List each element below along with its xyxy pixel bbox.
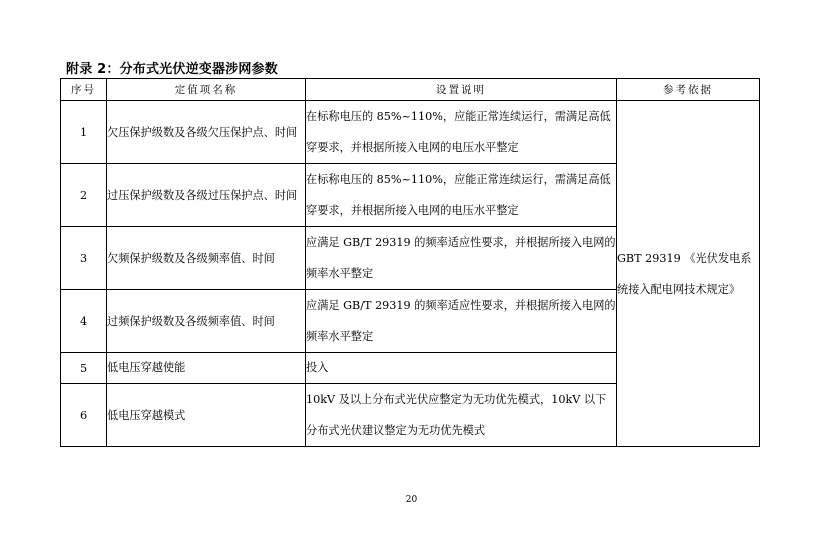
row-description: 应满足 GB/T 29319 的频率适应性要求，并根据所接入电网的频率水平整定 xyxy=(306,290,617,353)
row-number: 2 xyxy=(61,164,107,227)
row-description: 投入 xyxy=(306,353,617,384)
header-seq: 序号 xyxy=(61,79,107,101)
row-item-name: 低电压穿越使能 xyxy=(107,353,306,384)
header-reference: 参考依据 xyxy=(617,79,760,101)
row-number: 3 xyxy=(61,227,107,290)
header-item-name: 定值项名称 xyxy=(107,79,306,101)
row-description: 应满足 GB/T 29319 的频率适应性要求，并根据所接入电网的频率水平整定 xyxy=(306,227,617,290)
page-number: 20 xyxy=(405,495,418,505)
row-number: 1 xyxy=(61,101,107,164)
table-row xyxy=(61,101,760,164)
appendix-heading: 附录 2：分布式光伏逆变器涉网参数 xyxy=(66,62,278,77)
header-description: 设置说明 xyxy=(306,79,617,101)
row-number: 4 xyxy=(61,290,107,353)
table-header-row xyxy=(61,79,760,101)
row-item-name: 低电压穿越模式 xyxy=(107,384,306,447)
row-number: 5 xyxy=(61,353,107,384)
row-item-name: 欠频保护级数及各级频率值、时间 xyxy=(107,227,306,290)
row-description: 10kV 及以上分布式光伏应整定为无功优先模式，10kV 以下分布式光伏建议整定为无功优先模式 xyxy=(306,384,617,447)
row-description: 在标称电压的 85%~110%，应能正常连续运行，需满足高低穿要求，并根据所接入电网的电压水平整定 xyxy=(306,164,617,227)
parameter-table xyxy=(60,78,760,447)
row-item-name: 过压保护级数及各级过压保护点、时间 xyxy=(107,164,306,227)
row-description: 在标称电压的 85%~110%，应能正常连续运行，需满足高低穿要求，并根据所接入电网的电压水平整定 xyxy=(306,101,617,164)
reference-basis: GBT 29319 《光伏发电系统接入配电网技术规定》 xyxy=(617,101,760,447)
row-item-name: 过频保护级数及各级频率值、时间 xyxy=(107,290,306,353)
row-item-name: 欠压保护级数及各级欠压保护点、时间 xyxy=(107,101,306,164)
row-number: 6 xyxy=(61,384,107,447)
